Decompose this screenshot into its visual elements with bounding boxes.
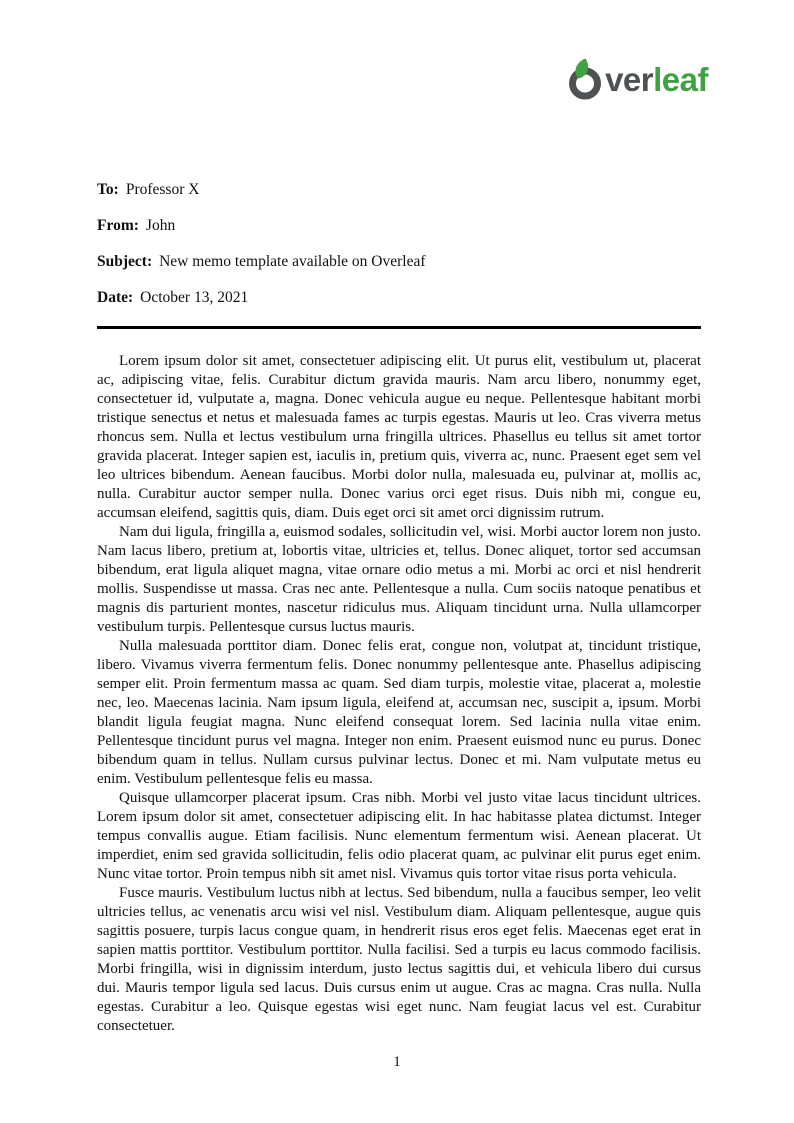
logo-part-leaf: leaf: [653, 60, 708, 98]
body-paragraph-5: Fusce mauris. Vestibulum luctus nibh at lectus. Sed bibendum, nulla a faucibus semper, leo velit ultricies tellus, ac venenatis arcu wisi vel nisl. Vestibulum diam. Aliquam pellentesque, augue quis sagittis posuere, turpis lacus congue quam, in hendrerit risus eros eget felis. Maecenas eget erat in sapien mattis porttitor. Vestibulum porttitor. Nulla facilisi. Sed a turpis eu lacus commodo facilisis. Morbi fringilla, wisi in dignissim interdum, justo lectus sagittis dui, et vehicula libero dui cursus dui. Mauris tempor ligula sed lacus. Duis cursus enim ut augue. Cras ac magna. Cras nulla. Nulla egestas. Curabitur a leo. Quisque egestas wisi eget nunc. Nam feugiat lacus vel est. Curabitur consectetuer.: [97, 884, 701, 1034]
memo-subject-label: Subject:: [97, 253, 153, 270]
body-paragraph-4: Quisque ullamcorper placerat ipsum. Cras nibh. Morbi vel justo vitae lacus tincidunt ultrices. Lorem ipsum dolor sit amet, consectetuer adipiscing elit. In hac habitasse platea dictumst. Integer tempus convallis augue. Etiam facilisis. Nunc elementum fermentum wisi. Aenean placerat. Ut imperdiet, enim sed gravida sollicitudin, felis odio placerat quam, ac pulvinar elit purus eget enim. Nunc vitae tortor. Proin tempus nibh sit amet nisl. Vivamus quis tortor vitae risus porta vehicula.: [97, 789, 701, 882]
memo-from-value: John: [145, 217, 176, 234]
memo-to-value: Professor X: [125, 181, 200, 198]
memo-field-from: [97, 216, 701, 236]
memo-date-value: October 13, 2021: [140, 289, 249, 306]
overleaf-leaf-o-icon: [566, 58, 604, 100]
page-number: 1: [393, 1054, 401, 1070]
memo-subject-value: New memo template available on Overleaf: [159, 253, 426, 270]
memo-divider-rule: [97, 326, 701, 329]
memo-field-subject: [97, 252, 701, 272]
body-paragraph-3: Nulla malesuada porttitor diam. Donec felis erat, congue non, volutpat at, tincidunt tristique, libero. Vivamus viverra fermentum felis. Donec nonummy pellentesque ante. Phasellus adipiscing semper elit. Proin fermentum massa ac quam. Sed diam turpis, molestie vitae, placerat a, molestie nec, leo. Maecenas lacinia. Nam ipsum ligula, eleifend at, accumsan nec, suscipit a, ipsum. Morbi blandit ligula feugiat magna. Nunc eleifend consequat lorem. Sed lacinia nulla vitae enim. Pellentesque tincidunt purus vel magna. Integer non enim. Praesent euismod nunc eu purus. Donec bibendum quam in tellus. Nullam cursus pulvinar lectus. Donec et mi. Nam vulputate metus eu enim. Vestibulum pellentesque felis eu massa.: [97, 637, 701, 787]
memo-from-label: From:: [97, 217, 139, 234]
memo-content: [97, 180, 701, 1036]
memo-body: [97, 352, 701, 1036]
body-paragraph-2: Nam dui ligula, fringilla a, euismod sodales, sollicitudin vel, wisi. Morbi auctor lorem non justo. Nam lacus libero, pretium at, lobortis vitae, ultricies et, tellus. Donec aliquet, tortor sed accumsan bibendum, erat ligula aliquet magna, vitae ornare odio metus a mi. Morbi ac orci et nisl hendrerit mollis. Suspendisse ut massa. Cras nec ante. Pellentesque a nulla. Cum sociis natoque penatibus et magnis dis parturient montes, nascetur ridiculus mus. Aliquam tincidunt urna. Nulla ullamcorper vestibulum turpis. Pellentesque cursus luctus mauris.: [97, 523, 701, 635]
memo-field-to: [97, 180, 701, 200]
body-paragraph-1: Lorem ipsum dolor sit amet, consectetuer adipiscing elit. Ut purus elit, vestibulum ut, placerat ac, adipiscing vitae, felis. Curabitur dictum gravida mauris. Nam arcu libero, nonummy eget, consectetuer id, vulputate a, magna. Donec vehicula augue eu neque. Pellentesque habitant morbi tristique senectus et netus et malesuada fames ac turpis egestas. Mauris ut leo. Cras viverra metus rhoncus sem. Nulla et lectus vestibulum urna fringilla ultrices. Phasellus eu tellus sit amet tortor gravida placerat. Integer sapien est, iaculis in, pretium quis, viverra ac, nunc. Praesent eget sem vel leo ultrices bibendum. Aenean faucibus. Morbi dolor nulla, malesuada eu, pulvinar at, mollis ac, nulla. Curabitur auctor semper nulla. Donec varius orci eget risus. Duis nibh mi, congue eu, accumsan eleifend, sagittis quis, diam. Duis eget orci sit amet orci dignissim rutrum.: [97, 352, 701, 521]
memo-to-label: To:: [97, 181, 119, 198]
overleaf-wordmark: [605, 60, 708, 98]
memo-field-date: [97, 288, 701, 308]
overleaf-logo: [566, 58, 708, 100]
memo-date-label: Date:: [97, 289, 134, 306]
logo-part-ver: ver: [605, 60, 654, 98]
